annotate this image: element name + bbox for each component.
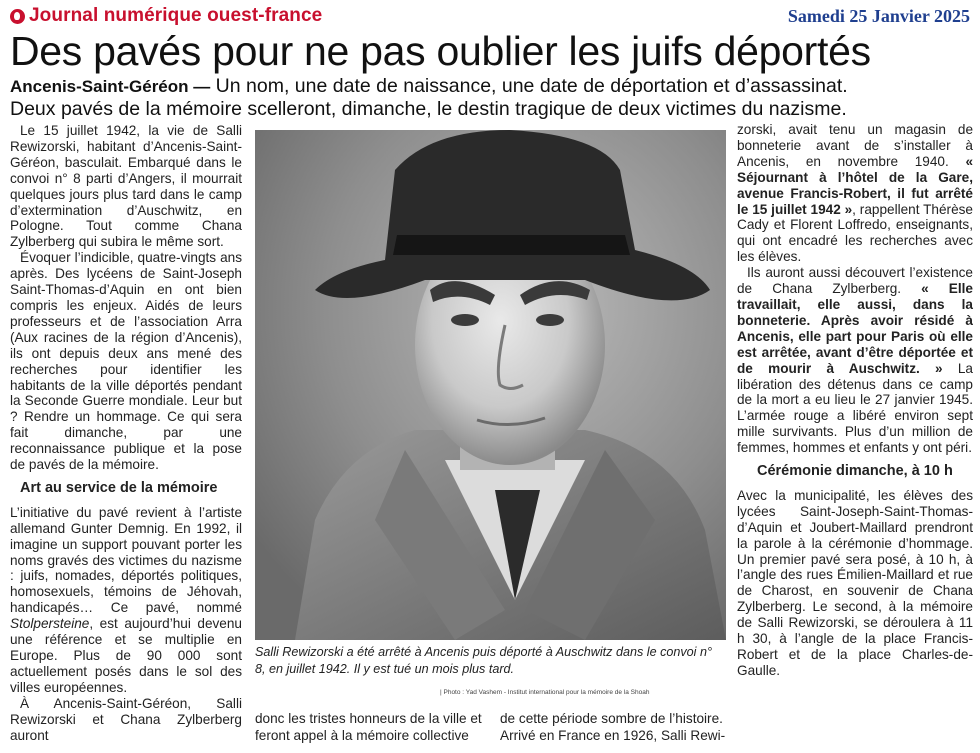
ouest-france-logo-icon	[10, 9, 25, 24]
deck-place: Ancenis-Saint-Géréon —	[10, 77, 211, 96]
stolpersteine-term: Stolpersteine	[10, 616, 90, 632]
paragraph-evoquer: Évoquer l’indicible, quatre-vingts ans après. Des lycéens de Saint-Joseph Saint-Thomas-d’Aquin en ont bien compris les enjeux. Aidés de leurs professeurs et de l’association Arra (Aux racines de la région d’Ancenis), ils ont depuis deux ans mené des recherches pour identifier les habitants de la ville déportés pendant la Seconde Guerre mondiale. Leur but ? Rendre un hommage. Ce qui sera fait dimanche, par une reconnaissance publique et la pose de pavés de la mémoire.	[10, 250, 242, 473]
article-column-1	[10, 123, 242, 743]
portrait-image-icon	[255, 130, 726, 640]
masthead	[10, 5, 970, 29]
article-column-3-text: de cette période sombre de l’histoire. Arrivé en France en 1926, Salli Rewi-	[500, 711, 726, 743]
paragraph-intro: Le 15 juillet 1942, la vie de Salli Rewizorski, habitant d’Ancenis-Saint-Géréon, basculait. Embarqué dans le convoi n° 8 parti d’Angers, il mourrait quelques jours plus tard dans le camp d’extermination d’Auschwitz, en Pologne. Tout comme Chana Zylberberg qui subira le même sort.	[10, 123, 242, 250]
article-column-2-text: donc les tristes honneurs de la ville et feront appel à la mémoire collective	[255, 711, 482, 743]
paragraph-ceremonie: Avec la municipalité, les élèves des lycées Saint-Joseph-Saint-Thomas-d’Aquin et Joubert-Maillard prendront la parole à la cérémonie d’hommage. Un premier pavé sera posé, à 10 h, à l’angle des rues Émilien-Maillard et rue de Charost, en souvenir de Chana Zylberberg. Le second, à la mémoire de Salli Rewizorski, se déroulera à 11 h 30, à l’angle de la place Francis-Robert et de la place Charles-de-Gaulle.	[737, 487, 973, 678]
quote-hotel-gare: « Séjournant à l’hôtel de la Gare, avenue Francis-Robert, il fut arrêté le 15 juillet 1942 »	[737, 153, 973, 217]
brand[interactable]	[10, 5, 322, 27]
paragraph-zorski-text: zorski, avait tenu un magasin de bonneterie avant de s’installer à Ancenis, en novembre 1940.	[737, 122, 973, 169]
article-deck	[10, 75, 970, 121]
paragraph-ancenis: À Ancenis-Saint-Géréon, Salli Rewizorski et Chana Zylberberg auront	[10, 695, 242, 743]
deck-line-1: Un nom, une date de naissance, une date de déportation et d’assassinat.	[210, 75, 848, 97]
deck-line-2: Deux pavés de la mémoire scelleront, dimanche, le destin tragique de deux victimes du nazisme.	[10, 98, 847, 120]
paragraph-initiative-text: L’initiative du pavé revient à l’artiste allemand Gunter Demnig. En 1992, il imagine un support pouvant porter les noms gravés des victimes du nazisme : juifs, nomades, déportés politiques, homosexuels, témoins de Jéhovah, handicapés… Ce pavé, nommé	[10, 504, 242, 616]
photo-credit: | Photo : Yad Vashem - Institut international pour la mémoire de la Shoah	[440, 689, 650, 696]
paragraph-chana	[737, 265, 973, 456]
paragraph-initiative	[10, 505, 242, 696]
paragraph-initiative-text-2: , est aujourd’hui devenu une référence et se multiplie en Europe. Plus de 90 000 sont actuellement posés dans le sol des villes européennes.	[10, 616, 242, 695]
photo-caption: Salli Rewizorski a été arrêté à Ancenis puis déporté à Auschwitz dans le convoi n° 8, en juillet 1942. Il y est tué un mois plus tard.	[255, 645, 713, 676]
issue-date: Samedi 25 Janvier 2025	[787, 6, 970, 26]
paragraph-chana-text-2: La libération des détenus dans ce camp de la mort a eu lieu le 27 janvier 1945. L’armée rouge a libéré environ sept mille survivants. Plus d’un million de femmes, hommes et enfants y ont péri.	[737, 360, 973, 456]
article-column-4	[737, 122, 973, 679]
paragraph-zorski	[737, 122, 973, 265]
paragraph-chana-text: Ils auront aussi découvert l’existence de Chana Zylberberg.	[737, 265, 973, 297]
brand-name: Journal numérique ouest-france	[29, 5, 323, 26]
quote-chana: « Elle travaillait, elle aussi, dans la bonneterie. Après avoir résidé à Ancenis, elle part pour Paris où elle est arrêtée, avant d’être déportée et de mourir à Auschwitz. »	[737, 281, 973, 376]
subhead-art-memoire: Art au service de la mémoire	[20, 479, 218, 496]
subhead-ceremonie: Cérémonie dimanche, à 10 h	[757, 463, 953, 480]
paragraph-zorski-text-2: , rappellent Thérèse Cady et Florent Loffredo, enseignants, qui ont encadré les recherches avec les élèves.	[737, 201, 973, 265]
portrait-photo	[255, 130, 726, 640]
article-headline: Des pavés pour ne pas oublier les juifs déportés	[10, 28, 871, 74]
